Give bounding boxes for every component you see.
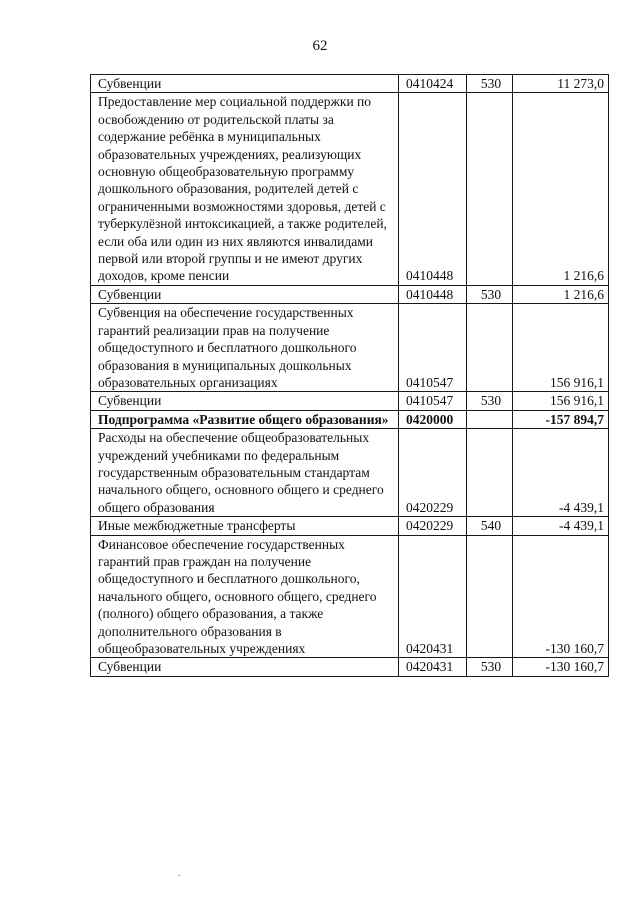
row-kind-cell: 530 (467, 75, 513, 93)
row-code-cell: 0410448 (399, 93, 467, 285)
table-row (91, 285, 609, 303)
budget-table (90, 74, 609, 677)
row-kind-cell: 530 (467, 285, 513, 303)
table-row (91, 429, 609, 517)
row-kind-cell: 540 (467, 517, 513, 535)
row-amount-cell: 1 216,6 (513, 285, 609, 303)
table-row (91, 75, 609, 93)
table-row (91, 304, 609, 392)
row-name-cell: Предоставление мер социальной поддержки по освобождению от родительской платы за содержание ребёнка в муниципальных образовательных учреждениях, реализующих основную общеобразовательную программу дошкольного образования, родителей детей с ограниченными возможностями здоровья, детей с туберкулёзной интоксикацией, а также родителей, если оба или один из них являются инвалидами первой или второй группы и не имеют других доходов, кроме пенсии (91, 93, 399, 285)
page-number: 62 (312, 38, 328, 54)
row-name-cell: Подпрограмма «Развитие общего образования» (91, 410, 399, 428)
row-amount-cell: 156 916,1 (513, 392, 609, 410)
row-code-cell: 0410547 (399, 304, 467, 392)
table-row (91, 517, 609, 535)
row-code-cell: 0420229 (399, 517, 467, 535)
row-amount-cell: -130 160,7 (513, 658, 609, 676)
row-name-cell: Финансовое обеспечение государственных гарантий прав граждан на получение общедоступного и бесплатного дошкольного, начального общего, основного общего, среднего (полного) общего образования, а также дополнительного образования в общеобразовательных учреждениях (91, 535, 399, 658)
table-row (91, 93, 609, 285)
row-amount-cell: -157 894,7 (513, 410, 609, 428)
footer-mark: . (178, 868, 181, 879)
row-name-cell: Субвенции (91, 75, 399, 93)
row-name-cell: Субвенции (91, 392, 399, 410)
row-kind-cell: 530 (467, 392, 513, 410)
row-code-cell: 0420000 (399, 410, 467, 428)
row-name-cell: Субвенция на обеспечение государственных гарантий реализации прав на получение общедоступного и бесплатного дошкольного образования в муниципальных дошкольных образовательных организациях (91, 304, 399, 392)
row-kind-cell (467, 304, 513, 392)
row-amount-cell: -4 439,1 (513, 429, 609, 517)
row-name-cell: Субвенции (91, 658, 399, 676)
row-code-cell: 0420229 (399, 429, 467, 517)
row-name-cell: Субвенции (91, 285, 399, 303)
row-code-cell: 0410424 (399, 75, 467, 93)
row-name-cell: Иные межбюджетные трансферты (91, 517, 399, 535)
row-kind-cell (467, 535, 513, 658)
row-name-cell: Расходы на обеспечение общеобразовательных учреждений учебниками по федеральным государственным образовательным стандартам начального общего, основного общего и среднего общего образования (91, 429, 399, 517)
table-row (91, 658, 609, 676)
row-amount-cell: 1 216,6 (513, 93, 609, 285)
table-row (91, 392, 609, 410)
row-amount-cell: 11 273,0 (513, 75, 609, 93)
table-row (91, 410, 609, 428)
row-code-cell: 0410448 (399, 285, 467, 303)
budget-table-body (91, 75, 609, 677)
row-code-cell: 0420431 (399, 658, 467, 676)
row-kind-cell: 530 (467, 658, 513, 676)
row-kind-cell (467, 93, 513, 285)
row-kind-cell (467, 429, 513, 517)
row-amount-cell: -130 160,7 (513, 535, 609, 658)
row-code-cell: 0410547 (399, 392, 467, 410)
table-row (91, 535, 609, 658)
row-code-cell: 0420431 (399, 535, 467, 658)
row-kind-cell (467, 410, 513, 428)
row-amount-cell: 156 916,1 (513, 304, 609, 392)
row-amount-cell: -4 439,1 (513, 517, 609, 535)
